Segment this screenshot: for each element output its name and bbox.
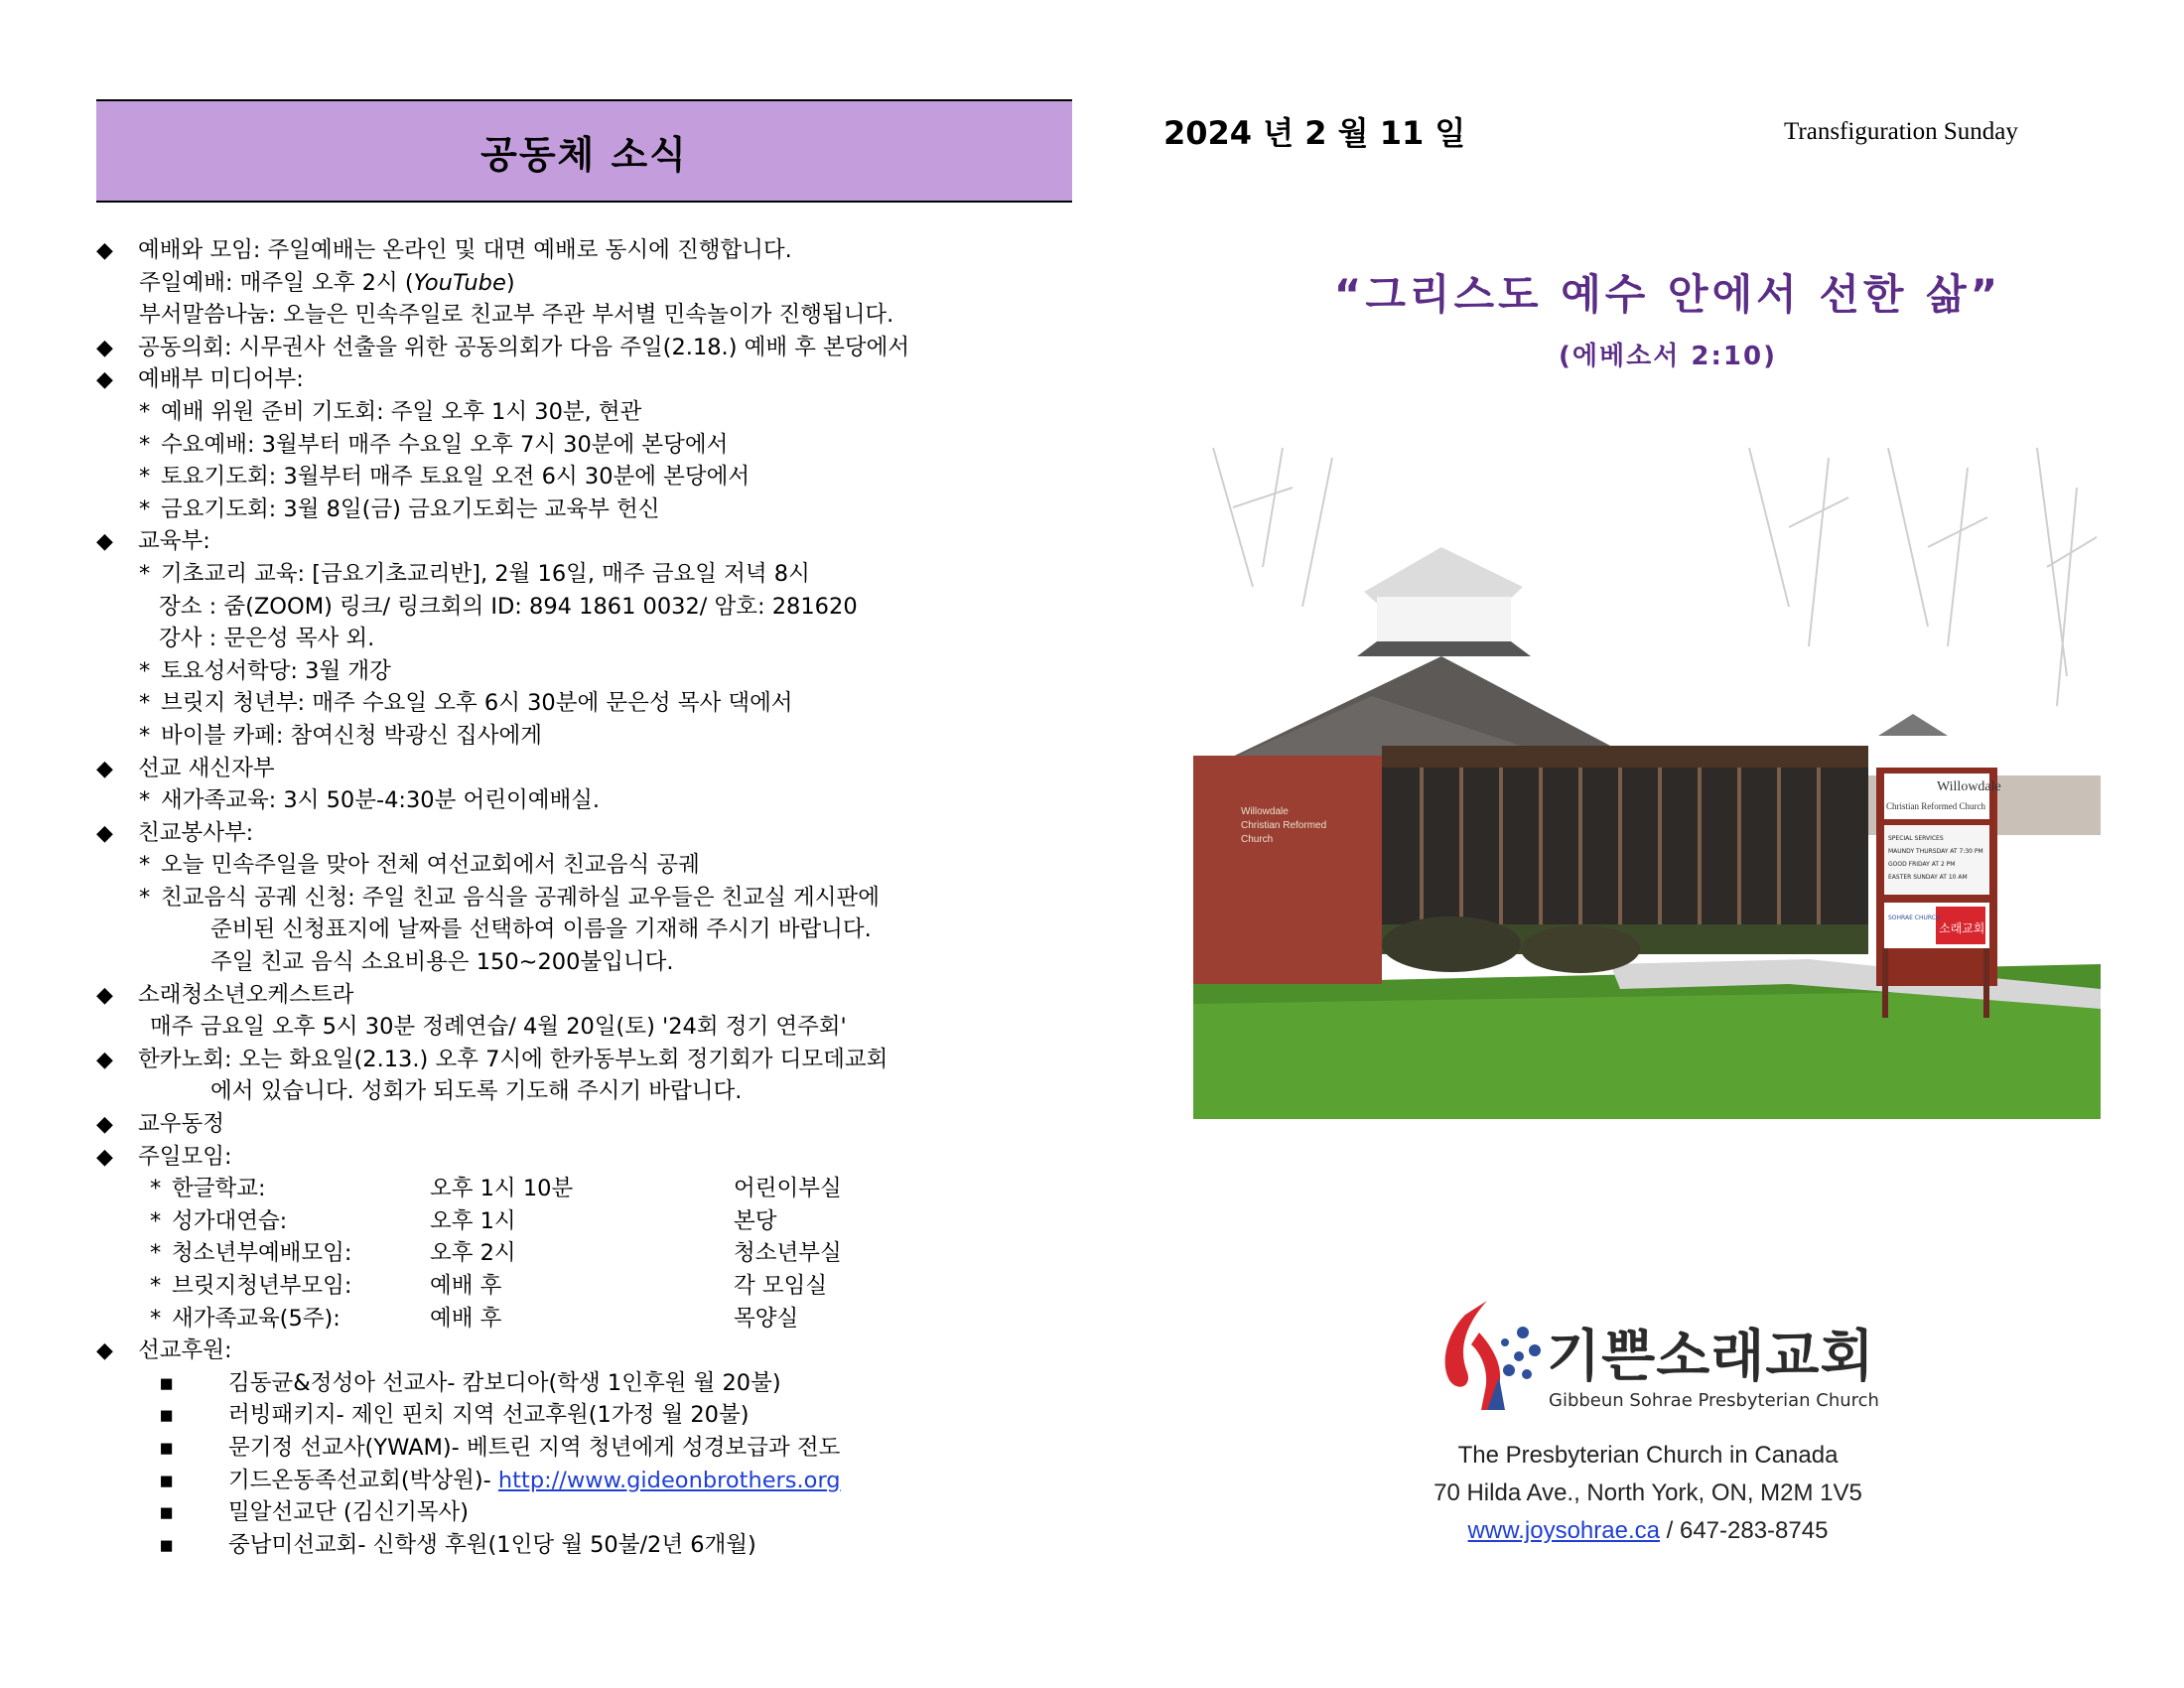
news-item: ◆ 선교후원:	[96, 1335, 1089, 1367]
logo-english-name: Gibbeun Sohrae Presbyterian Church	[1549, 1390, 1879, 1411]
news-subitem: 매주 금요일 오후 5시 30분 정례연습/ 4월 20일(토) '24회 정기 연주회'	[150, 1014, 847, 1041]
website-link[interactable]: www.joysohrae.ca	[1467, 1517, 1660, 1544]
asterisk-bullet-icon: *	[139, 787, 151, 814]
diamond-bullet-icon: ◆	[96, 982, 113, 1008]
news-subitem: * 예배 위원 준비 기도회: 주일 오후 1시 30분, 현관	[96, 396, 1089, 429]
news-subitem: 장소 : 줌(ZOOM) 링크/ 링크회의 ID: 894 1861 0032/ 암호: 281620	[159, 593, 858, 620]
sign-korean: 소래교회	[1939, 921, 1985, 935]
svg-text:Church: Church	[1241, 834, 1274, 845]
bulletin-date: 2024 년 2 월 11 일	[1163, 114, 1466, 152]
church-photo	[1193, 448, 2101, 1119]
sign-korean-small: SOHRAE CHURCH	[1888, 914, 1941, 921]
news-item: ◆ 교우동정	[96, 1108, 1089, 1141]
square-bullet-icon: ▪	[159, 1467, 175, 1493]
asterisk-bullet-icon: *	[139, 464, 151, 491]
news-subitem: * 친교음식 공궤 신청: 주일 친교 음식을 공궤하실 교우들은 친교실 게시판에	[96, 882, 1089, 914]
schedule-row: * 브릿지청년부모임: 예배 후 각 모임실	[96, 1270, 1089, 1303]
schedule-row: * 새가족교육(5주): 예배 후 목양실	[96, 1303, 1089, 1336]
square-bullet-icon: ▪	[159, 1434, 175, 1461]
asterisk-bullet-icon: *	[139, 431, 151, 458]
asterisk-bullet-icon: *	[139, 657, 151, 684]
news-subitem: * 오늘 민속주일을 맞아 전체 여선교회에서 친교음식 공궤	[96, 849, 1089, 882]
square-bullet-icon: ▪	[159, 1369, 175, 1396]
denomination-line: The Presbyterian Church in Canada	[1457, 1442, 1839, 1469]
sign-name: Willowdale	[1937, 779, 2001, 794]
sign-line: MAUNDY THURSDAY AT 7:30 PM	[1888, 848, 1983, 855]
news-subitem: 주일 친교 음식 소요비용은 150~200불입니다.	[210, 949, 674, 976]
liturgical-day: Transfiguration Sunday	[1784, 118, 2018, 145]
diamond-bullet-icon: ◆	[96, 1144, 113, 1170]
asterisk-bullet-icon: *	[139, 495, 151, 522]
sign-line: EASTER SUNDAY AT 10 AM	[1888, 874, 1968, 881]
diamond-bullet-icon: ◆	[96, 1112, 113, 1138]
news-item: ◆ 소래청소년오케스트라	[96, 979, 1089, 1012]
svg-text:Christian Reformed: Christian Reformed	[1241, 820, 1327, 831]
sign-line: SPECIAL SERVICES	[1888, 835, 1944, 842]
scripture-reference: (에베소서 2:10)	[1559, 342, 1777, 371]
news-subitem: * 기초교리 교육: [금요기초교리반], 2월 16일, 매주 금요일 저녁 8시	[96, 558, 1089, 591]
square-bullet-icon: ▪	[159, 1402, 175, 1429]
asterisk-bullet-icon: *	[139, 884, 151, 911]
mission-item: ▪ 러빙패키지- 제인 핀치 지역 선교후원(1가정 월 20불)	[96, 1399, 1089, 1432]
church-building-image	[1193, 448, 2101, 1119]
news-item: ◆ 예배부 미디어부:	[96, 363, 1089, 396]
contact-line	[1370, 1517, 1926, 1545]
diamond-bullet-icon: ◆	[96, 529, 113, 555]
diamond-bullet-icon: ◆	[96, 820, 113, 846]
schedule-row: * 한글학교: 오후 1시 10분 어린이부실	[96, 1173, 1089, 1205]
news-subitem: 부서말씀나눔: 오늘은 민속주일로 친교부 주관 부서별 민속놀이가 진행됩니다.	[139, 302, 894, 329]
mission-item: ▪ 김동균&정성아 선교사- 캄보디아(학생 1인후원 월 20불)	[96, 1367, 1089, 1400]
sign-sub: Christian Reformed Church	[1886, 801, 1985, 811]
gideon-brothers-link[interactable]: http://www.gideonbrothers.org	[497, 1467, 841, 1493]
asterisk-bullet-icon: *	[139, 398, 151, 425]
news-subitem: * 토요성서학당: 3월 개강	[96, 655, 1089, 688]
sermon-theme: “그리스도 예수 안에서 선한 삶”	[1333, 270, 2002, 319]
mission-item: ▪ 문기정 선교사(YWAM)- 베트린 지역 청년에게 성경보급과 전도	[96, 1432, 1089, 1465]
news-subitem: 에서 있습니다. 성회가 되도록 기도해 주시기 바랍니다.	[210, 1078, 743, 1105]
news-subitem: * 브릿지 청년부: 매주 수요일 오후 6시 30분에 문은성 목사 댁에서	[96, 687, 1089, 720]
diamond-bullet-icon: ◆	[96, 367, 113, 393]
phone-number: / 647-283-8745	[1659, 1517, 1829, 1544]
asterisk-bullet-icon: *	[139, 852, 151, 879]
community-news-title: 공동체 소식	[480, 132, 688, 177]
diamond-bullet-icon: ◆	[96, 756, 113, 781]
diamond-bullet-icon: ◆	[96, 335, 113, 360]
address-line: 70 Hilda Ave., North York, ON, M2M 1V5	[1433, 1479, 1862, 1506]
diamond-bullet-icon: ◆	[96, 238, 113, 263]
asterisk-bullet-icon: *	[150, 1240, 162, 1267]
news-subitem: * 토요기도회: 3월부터 매주 토요일 오전 6시 30분에 본당에서	[96, 461, 1089, 493]
news-subitem: 주일예배: 매주일 오후 2시 (YouTube)	[139, 269, 515, 296]
asterisk-bullet-icon: *	[139, 690, 151, 717]
diamond-bullet-icon: ◆	[96, 1047, 113, 1072]
square-bullet-icon: ▪	[159, 1531, 175, 1558]
news-item: ◆ 교육부:	[96, 525, 1089, 558]
square-bullet-icon: ▪	[159, 1499, 175, 1526]
asterisk-bullet-icon: *	[150, 1273, 162, 1299]
news-subitem: * 금요기도회: 3월 8일(금) 금요기도회는 교육부 헌신	[96, 493, 1089, 526]
news-item: ◆ 한카노회: 오는 화요일(2.13.) 오후 7시에 한카동부노회 정기회가 디모데교회	[96, 1044, 1089, 1076]
mission-item: ▪ 기드온동족선교회(박상원)- http://www.gideonbrothers.org	[96, 1465, 1089, 1497]
news-subitem: 강사 : 문은성 목사 외.	[159, 626, 375, 652]
asterisk-bullet-icon: *	[150, 1207, 162, 1234]
asterisk-bullet-icon: *	[139, 722, 151, 749]
community-news-list	[96, 234, 1089, 1561]
news-item: ◆ 공동의회: 시무권사 선출을 위한 공동의회가 다음 주일(2.18.) 예배 후 본당에서	[96, 332, 1089, 364]
news-subitem: * 수요예배: 3월부터 매주 수요일 오후 7시 30분에 본당에서	[96, 429, 1089, 462]
wall-sign: Willowdale	[1241, 806, 1289, 817]
news-item: ◆ 선교 새신자부	[96, 753, 1089, 785]
asterisk-bullet-icon: *	[150, 1176, 162, 1202]
asterisk-bullet-icon: *	[139, 560, 151, 587]
news-item: ◆ 친교봉사부:	[96, 817, 1089, 850]
logo-korean-name: 기쁜소래교회	[1547, 1325, 1875, 1389]
news-subitem: * 바이블 카페: 참여신청 박광신 집사에게	[96, 720, 1089, 753]
mission-item: ▪ 중남미선교회- 신학생 후원(1인당 월 50불/2년 6개월)	[96, 1529, 1089, 1562]
sign-line: GOOD FRIDAY AT 2 PM	[1888, 861, 1956, 868]
news-item: ◆ 예배와 모임: 주일예배는 온라인 및 대면 예배로 동시에 진행합니다.	[96, 234, 1089, 267]
community-news-header	[96, 99, 1072, 203]
asterisk-bullet-icon: *	[150, 1305, 162, 1332]
news-subitem: * 새가족교육: 3시 50분-4:30분 어린이예배실.	[96, 784, 1089, 817]
mission-item: ▪ 밀알선교단 (김신기목사)	[96, 1496, 1089, 1529]
diamond-bullet-icon: ◆	[96, 1338, 113, 1364]
news-item: ◆ 주일모임:	[96, 1141, 1089, 1174]
schedule-row: * 청소년부예배모임: 오후 2시 청소년부실	[96, 1237, 1089, 1270]
schedule-row: * 성가대연습: 오후 1시 본당	[96, 1205, 1089, 1238]
news-subitem: 준비된 신청표지에 날짜를 선택하여 이름을 기재해 주시기 바랍니다.	[210, 916, 872, 943]
